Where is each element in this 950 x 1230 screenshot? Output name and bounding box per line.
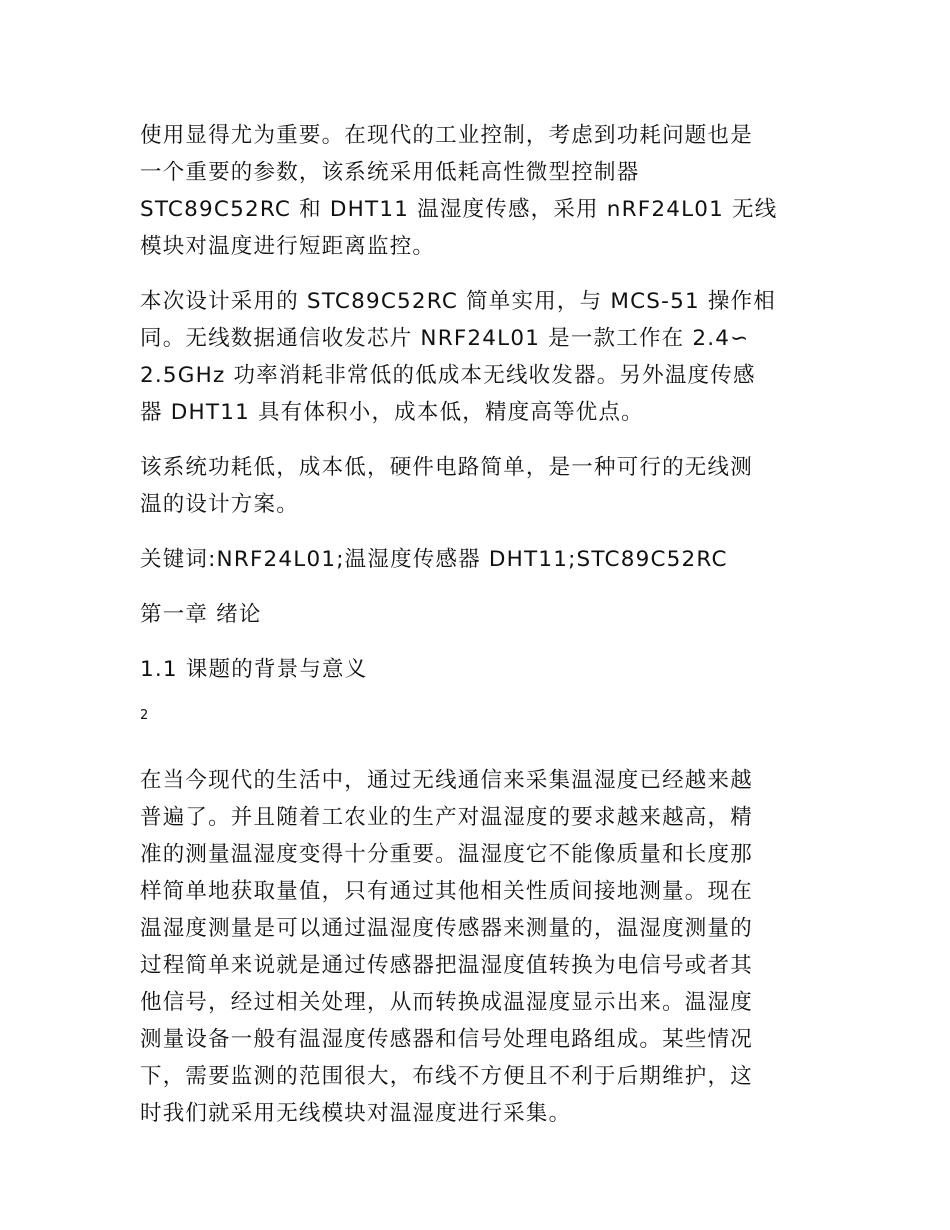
text-line: 器 DHT11 具有体积小，成本低，精度高等优点。 [140, 400, 644, 425]
text-line: 2.5GHz 功率消耗非常低的低成本无线收发器。另外温度传感 [140, 363, 756, 388]
body-paragraph [140, 762, 812, 1132]
text-line: 过程简单来说就是通过传感器把温湿度值转换为电信号或者其 [140, 953, 753, 978]
abstract-paragraph-1 [140, 117, 812, 265]
text-line: 准的测量温湿度变得十分重要。温湿度它不能像质量和长度那 [140, 842, 753, 867]
text-line: 他信号，经过相关处理，从而转换成温湿度显示出来。温湿度 [140, 990, 753, 1015]
abstract-paragraph-3 [140, 449, 812, 523]
page-content [140, 117, 812, 1150]
text-line: 使用显得尤为重要。在现代的工业控制，考虑到功耗问题也是 [140, 123, 753, 148]
text-line: 普遍了。并且随着工农业的生产对温湿度的要求越来越高，精 [140, 805, 753, 830]
text-line: 温湿度测量是可以通过温湿度传感器来测量的，温湿度测量的 [140, 916, 753, 941]
text-line: STC89C52RC 和 DHT11 温湿度传感，采用 nRF24L01 无线 [140, 197, 778, 222]
text-line: 同。无线数据通信收发芯片 NRF24L01 是一款工作在 2.4∽ [140, 326, 750, 351]
text-line: 测量设备一般有温湿度传感器和信号处理电路组成。某些情况 [140, 1027, 753, 1052]
chapter-title: 第一章 绪论 [140, 602, 262, 627]
section-title: 1.1 课题的背景与意义 [140, 657, 368, 682]
page-number: 2 [140, 708, 149, 723]
text-line: 模块对温度进行短距离监控。 [140, 234, 436, 259]
text-line: 温的设计方案。 [140, 492, 299, 517]
text-line: 本次设计采用的 STC89C52RC 简单实用，与 MCS-51 操作相 [140, 289, 777, 314]
text-line: 时我们就采用无线模块对温湿度进行采集。 [140, 1101, 572, 1126]
text-line: 一个重要的参数，该系统采用低耗高性微型控制器 [140, 160, 640, 185]
abstract-paragraph-2 [140, 283, 812, 431]
text-line: 下，需要监测的范围很大，布线不方便且不利于后期维护，这 [140, 1064, 753, 1089]
text-line: 样简单地获取量值，只有通过其他相关性质间接地测量。现在 [140, 879, 753, 904]
text-line: 该系统功耗低，成本低，硬件电路简单，是一种可行的无线测 [140, 455, 753, 480]
keywords-line: 关键词:NRF24L01;温湿度传感器 DHT11;STC89C52RC [140, 547, 728, 572]
text-line: 在当今现代的生活中，通过无线通信来采集温湿度已经越来越 [140, 768, 753, 793]
